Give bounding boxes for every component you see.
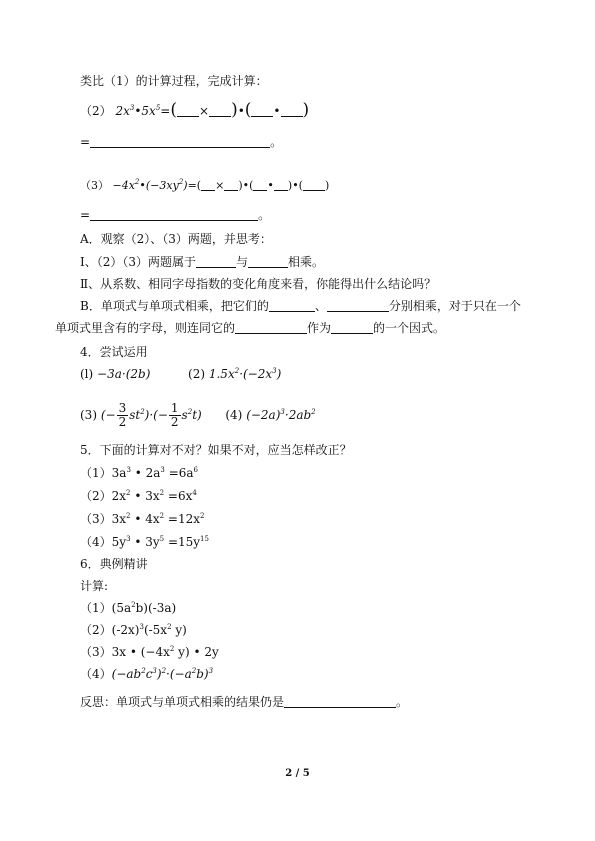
- calc-item-2: $(2)(-2x)^3(-5x^2$ y): [80, 623, 187, 637]
- blank[interactable]: [303, 178, 325, 191]
- calc-label: 计算:: [80, 579, 109, 593]
- exercise-row-2: (3) (− $\frac{3}{2}$ $st^2)\cdot(-$ $\frac{1}{2}$ $s^2t$) (4) $(-2a)^3\cdot 2ab^2$: [80, 401, 316, 429]
- q5-item-1: $(1)3a^3$ • $2a^3 =6a^6$: [80, 466, 199, 480]
- blank[interactable]: [177, 104, 199, 117]
- section-6-title: 6．典例精讲: [80, 557, 148, 571]
- item-3-answer-line: = 。: [80, 208, 271, 222]
- blank[interactable]: [235, 321, 307, 334]
- blank[interactable]: [327, 299, 389, 312]
- blank[interactable]: [269, 299, 315, 312]
- observation-a: A．观察（2）、（3）两题，并思考：: [80, 232, 272, 246]
- page-number: 2 / 5: [285, 768, 310, 779]
- reflection: 反思：单项式与单项式相乘的结果仍是 。: [80, 695, 409, 709]
- answer-blank[interactable]: [284, 695, 396, 708]
- answer-blank[interactable]: [90, 208, 258, 221]
- q5-item-4: $(4)5y^3$ • $3y^5 =15y^{15}$: [80, 535, 209, 549]
- blank[interactable]: [253, 178, 267, 191]
- q5-item-3: $(3)3x^2$ • $4x^2 =12x^2$: [80, 512, 205, 526]
- calc-item-3: （3）3x • ($-4x^2$ y) • 2y: [80, 645, 219, 659]
- blank[interactable]: [209, 104, 231, 117]
- rule-b-line-2: 单项式里含有的字母，则连同它的 作为 的一个因式。: [55, 321, 446, 335]
- calc-item-4: $(4)(-ab^2c^3)^2\cdot(-a^2b)^3$: [80, 667, 214, 681]
- blank[interactable]: [201, 178, 215, 191]
- blank[interactable]: [331, 321, 373, 334]
- answer-blank[interactable]: [90, 135, 270, 148]
- item-2-expression: （2） $2x^3•5x^5=$( × )•( • ): [80, 100, 310, 120]
- q5-item-2: $(2)2x^2$ • $3x^2 =6x^4$: [80, 489, 197, 503]
- item-3-expression: $(3) -4x^2•(-3xy^2)=$( × )•( • )•( ): [80, 178, 330, 192]
- calc-item-1: $(1)(5a^2b)(-3a)$: [80, 601, 177, 615]
- section-5-title: 5．下面的计算对不对？如果不对，应当怎样改正？: [80, 443, 352, 457]
- question-roman-1: Ⅰ、（2）（3）两题属于 与 相乘。: [80, 255, 325, 269]
- rule-b-line-1: B．单项式与单项式相乘，把它们的 、 分别相乘，对于只在一个: [80, 299, 521, 313]
- blank[interactable]: [281, 104, 303, 117]
- question-roman-2: Ⅱ、从系数、相同字母指数的变化角度来看，你能得出什么结论吗？: [80, 277, 437, 291]
- intro-text: 类比（1）的计算过程，完成计算：: [80, 74, 268, 88]
- blank[interactable]: [274, 178, 288, 191]
- exercise-row-1: (l) −3a·(2b) (2) $1.5x^2\cdot(-2x^3)$: [80, 367, 282, 381]
- blank[interactable]: [251, 104, 273, 117]
- section-4-title: 4．尝试运用: [80, 345, 148, 359]
- item-2-answer-line: = 。: [80, 135, 283, 149]
- blank[interactable]: [224, 178, 238, 191]
- blank[interactable]: [248, 255, 288, 268]
- blank[interactable]: [196, 255, 236, 268]
